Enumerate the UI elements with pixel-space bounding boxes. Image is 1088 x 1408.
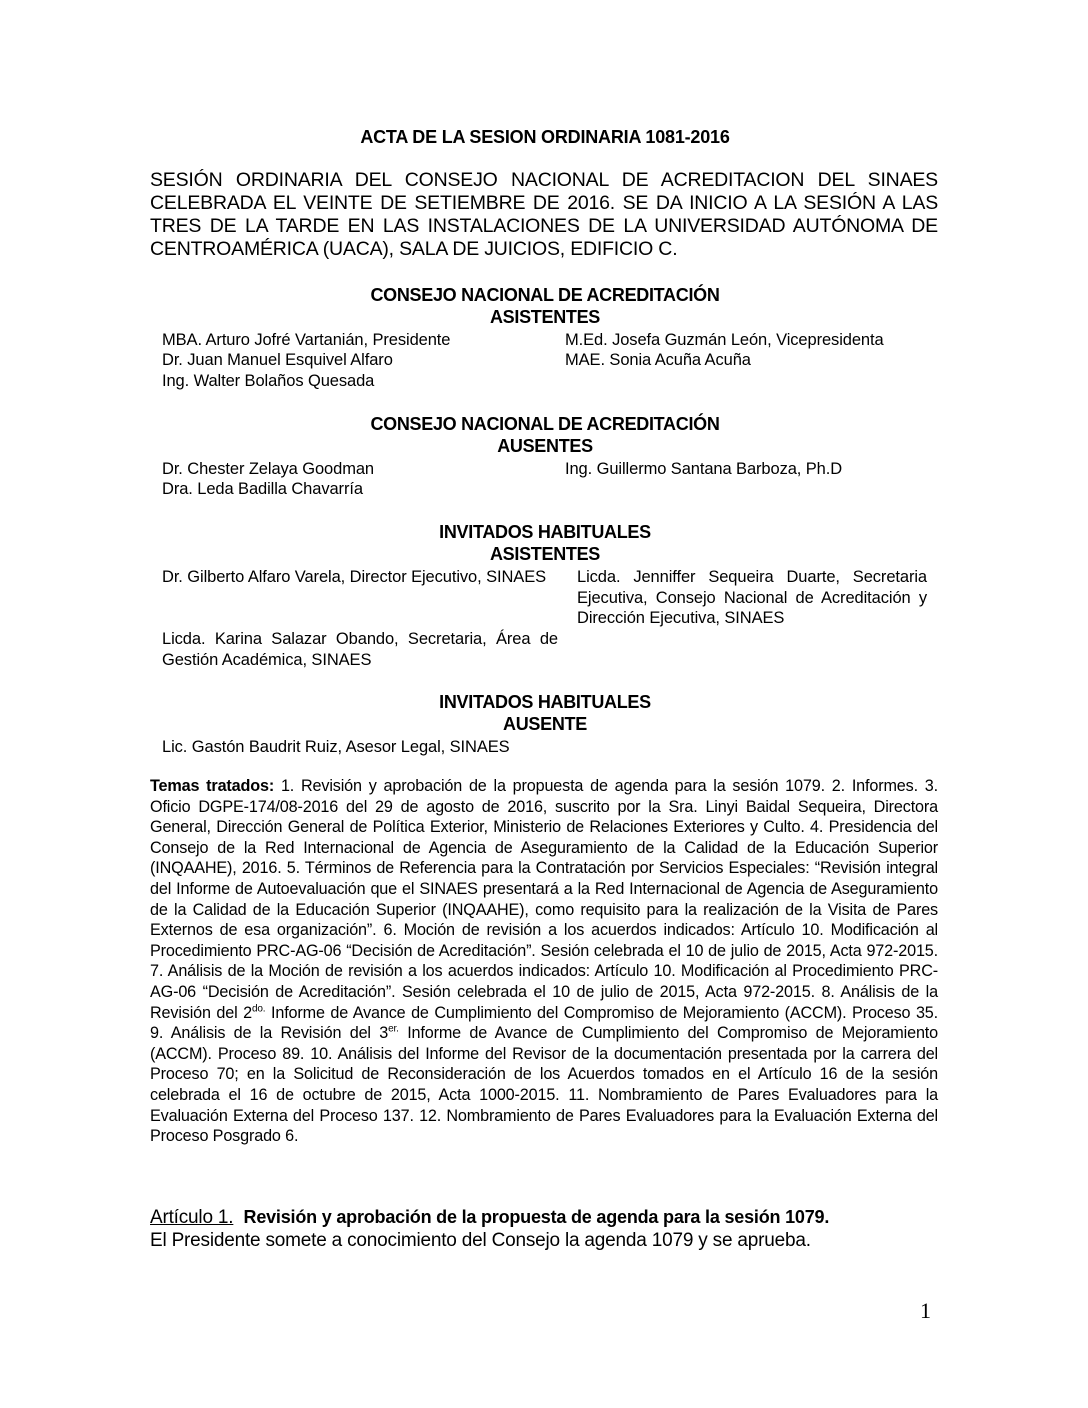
guest-name: Licda. Karina Salazar Obando, Secretaria, Área de Gestión Académica, SINAES — [162, 630, 558, 669]
council-present-subheading: ASISTENTES — [489, 307, 601, 327]
guests-present-subheading: ASISTENTES — [489, 544, 601, 564]
topics-label: Temas tratados: — [150, 777, 275, 795]
council-present-heading: CONSEJO NACIONAL DE ACREDITACIÓN — [370, 285, 720, 305]
guest-name: Licda. Jenniffer Sequeira Duarte, Secretaria Ejecutiva, Consejo Nacional de Acreditación y Dirección Ejecutiva, SINAES — [577, 568, 927, 627]
document-title: ACTA DE LA SESION ORDINARIA 1081-2016 — [360, 127, 730, 147]
ordinal-superscript: er. — [388, 1023, 399, 1035]
council-absent-subheading: AUSENTES — [497, 436, 593, 456]
article-1 — [150, 1206, 938, 1252]
guests-absent-subheading: AUSENTE — [503, 714, 587, 734]
article-title: Revisión y aprobación de la propuesta de agenda para la sesión 1079. — [243, 1207, 830, 1227]
article-body: El Presidente somete a conocimiento del Consejo la agenda 1079 y se aprueba. — [150, 1230, 811, 1251]
guests-present-heading: INVITADOS HABITUALES — [439, 522, 651, 542]
attendee-name: M.Ed. Josefa Guzmán León, Vicepresidenta — [565, 331, 884, 349]
article-number: Artículo 1. — [150, 1207, 234, 1228]
absentee-name: Dra. Leda Badilla Chavarría — [162, 480, 363, 498]
absentee-name: Dr. Chester Zelaya Goodman — [162, 460, 374, 478]
topics-text: 1. Revisión y aprobación de la propuesta de agenda para la sesión 1079. 2. Informes. 3. Oficio DGPE-174/08-2016 del 29 de agosto de 2016, suscrito por la Sra. Linyi Baidal Sequeira, Directora General, Dirección General de Política Exterior, Ministerio de Relaciones Exteriores y Culto. 4. Presidencia del Consejo de la Red Internacional de Agencia de Aseguramiento de la Calidad de la Educación Superior (INQAAHE), 2016. 5. Términos de Referencia para la Contratación por Servicios Especiales: “Revisión integral del Informe de Autoevaluación que el SINAES presentará a la Red Internacional de Agencia de Aseguramiento de la Calidad de la Educación Superior (INQAAHE), como requisito para la realización de la Visita de Pares Externos de esa organización”. 6. Moción de revisión a los acuerdos indicados: Artículo 10. Modificación al Procedimiento PRC-AG-06 “Decisión de Acreditación”. Sesión celebrada el 10 de julio de 2015, Acta 972-2015. 7. Análisis de la Moción de revisión a los acuerdos indicados: Artículo 10. Modificación al Procedimiento PRC-AG-06 “Decisión de Acreditación”. Sesión celebrada el 10 de julio de 2015, Acta 972-2015. 8. Análisis de la Revisión del 2 — [150, 777, 938, 1022]
topics-paragraph — [150, 776, 938, 1147]
page-number: 1 — [920, 1298, 931, 1323]
attendee-name: MAE. Sonia Acuña Acuña — [565, 351, 751, 369]
council-absent-heading: CONSEJO NACIONAL DE ACREDITACIÓN — [370, 414, 720, 434]
guests-absent-heading: INVITADOS HABITUALES — [439, 692, 651, 712]
guest-name: Dr. Gilberto Alfaro Varela, Director Ejecutivo, SINAES — [162, 568, 547, 586]
session-description: SESIÓN ORDINARIA DEL CONSEJO NACIONAL DE ACREDITACION DEL SINAES CELEBRADA EL VEINTE DE SETIEMBRE DE 2016. SE DA INICIO A LA SESIÓN A LAS TRES DE LA TARDE EN LAS INSTALACIONES DE LA UNIVERSIDAD AUTÓNOMA DE CENTROAMÉRICA (UACA), SALA DE JUICIOS, EDIFICIO C. — [150, 169, 938, 260]
topics-text: Informe de Avance de Cumplimiento del Compromiso de Mejoramiento (ACCM). Proceso 35. 9. Análisis de la Revisión del 3 — [150, 1003, 938, 1043]
absent-guest-name: Lic. Gastón Baudrit Ruiz, Asesor Legal, SINAES — [162, 738, 510, 756]
attendee-name: Dr. Juan Manuel Esquivel Alfaro — [162, 351, 393, 369]
absentee-name: Ing. Guillermo Santana Barboza, Ph.D — [565, 460, 843, 478]
ordinal-superscript: do. — [251, 1003, 266, 1015]
attendee-name: MBA. Arturo Jofré Vartanián, Presidente — [162, 331, 451, 349]
topics-text: Informe de Avance de Cumplimiento del Compromiso de Mejoramiento (ACCM). Proceso 89. 10. Análisis del Informe del Revisor de la documentación presentada por la carrera del Proceso 70; en la Solicitud de Reconsideración de los Acuerdos tomados en el Artículo 16 de la sesión celebrada el 16 de octubre de 2015, Acta 1000-2015. 11. Nombramiento de Pares Evaluadores para la Evaluación Externa del Proceso 137. 12. Nombramiento de Pares Evaluadores para la Evaluación Externa del Proceso Posgrado 6. — [150, 1024, 938, 1146]
attendee-name: Ing. Walter Bolaños Quesada — [162, 372, 375, 390]
